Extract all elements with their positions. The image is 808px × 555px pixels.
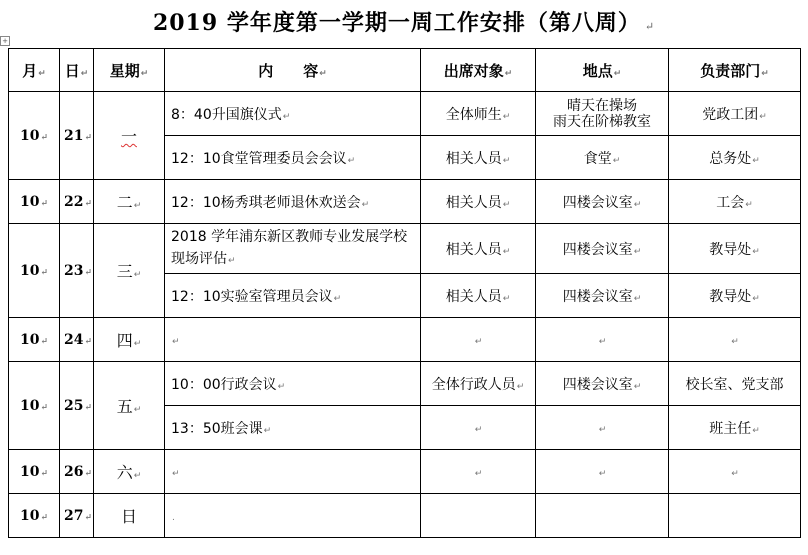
cell-location[interactable]: 晴天在操场 雨天在阶梯教室: [536, 92, 669, 136]
cell-day[interactable]: 26↵: [60, 450, 94, 494]
cell-location[interactable]: ↵: [536, 318, 669, 362]
cell-attendees[interactable]: 相关人员↵: [421, 224, 536, 274]
page-title-text: 2019 学年度第一学期一周工作安排（第八周）: [152, 10, 641, 36]
table-move-handle-icon[interactable]: +: [0, 36, 10, 46]
cell-attendees[interactable]: ↵: [421, 450, 536, 494]
cell-day[interactable]: 24↵: [60, 318, 94, 362]
cell-attendees[interactable]: 全体行政人员↵: [421, 362, 536, 406]
cell-content[interactable]: 12：10杨秀琪老师退休欢送会↵: [165, 180, 421, 224]
cell-content[interactable]: 10：00行政会议↵: [165, 362, 421, 406]
cell-day[interactable]: 22↵: [60, 180, 94, 224]
table-row: [9, 450, 801, 494]
schedule-table-container: [8, 48, 801, 538]
cell-weekday[interactable]: 三↵: [94, 224, 165, 318]
cell-location[interactable]: 四楼会议室↵: [536, 362, 669, 406]
header-day: 日↵: [60, 49, 94, 92]
cell-attendees[interactable]: 相关人员↵: [421, 136, 536, 180]
cell-month[interactable]: 10↵: [9, 92, 60, 180]
cell-content[interactable]: 12：10实验室管理员会议↵: [165, 274, 421, 318]
cell-day[interactable]: 25↵: [60, 362, 94, 450]
cell-location[interactable]: ↵: [536, 450, 669, 494]
cell-dept[interactable]: 总务处↵: [669, 136, 801, 180]
page-title: [0, 6, 808, 37]
cell-attendees[interactable]: 全体师生↵: [421, 92, 536, 136]
table-row: [9, 362, 801, 406]
header-attendees: 出席对象↵: [421, 49, 536, 92]
table-row: [9, 318, 801, 362]
cell-dept[interactable]: 工会↵: [669, 180, 801, 224]
cell-location[interactable]: [536, 494, 669, 538]
header-weekday: 星期↵: [94, 49, 165, 92]
table-row: [9, 180, 801, 224]
cell-day[interactable]: 27↵: [60, 494, 94, 538]
cell-dept[interactable]: 校长室、党支部: [669, 362, 801, 406]
cell-location[interactable]: 四楼会议室↵: [536, 224, 669, 274]
cell-dept[interactable]: 教导处↵: [669, 274, 801, 318]
cell-dept[interactable]: ↵: [669, 318, 801, 362]
cell-content[interactable]: 8：40升国旗仪式↵: [165, 92, 421, 136]
cell-month[interactable]: 10↵: [9, 224, 60, 318]
header-location: 地点↵: [536, 49, 669, 92]
cell-weekday[interactable]: 日: [94, 494, 165, 538]
cell-location[interactable]: 四楼会议室↵: [536, 180, 669, 224]
cell-month[interactable]: 10↵: [9, 362, 60, 450]
cell-attendees[interactable]: [421, 494, 536, 538]
cell-day[interactable]: 23↵: [60, 224, 94, 318]
header-content: 内 容↵: [165, 49, 421, 92]
cell-content[interactable]: .: [165, 494, 421, 538]
cell-day[interactable]: 21↵: [60, 92, 94, 180]
cell-weekday[interactable]: 五↵: [94, 362, 165, 450]
table-row: [9, 92, 801, 136]
cell-month[interactable]: 10↵: [9, 318, 60, 362]
cell-location[interactable]: 食堂↵: [536, 136, 669, 180]
schedule-table: [8, 48, 801, 538]
cell-weekday[interactable]: 一: [94, 92, 165, 180]
cell-month[interactable]: 10↵: [9, 450, 60, 494]
cell-attendees[interactable]: 相关人员↵: [421, 274, 536, 318]
cell-dept[interactable]: ↵: [669, 450, 801, 494]
cell-content[interactable]: ↵: [165, 318, 421, 362]
cell-content[interactable]: 12：10食堂管理委员会会议↵: [165, 136, 421, 180]
cell-content[interactable]: 13：50班会课↵: [165, 406, 421, 450]
cell-location[interactable]: 四楼会议室↵: [536, 274, 669, 318]
header-row: [9, 49, 801, 92]
cell-weekday[interactable]: 二↵: [94, 180, 165, 224]
cell-weekday[interactable]: 六↵: [94, 450, 165, 494]
paragraph-mark-icon: ↵: [644, 20, 656, 33]
cell-content[interactable]: 2018 学年浦东新区教师专业发展学校现场评估↵: [165, 224, 421, 274]
cell-attendees[interactable]: 相关人员↵: [421, 180, 536, 224]
cell-location[interactable]: ↵: [536, 406, 669, 450]
cell-dept[interactable]: 党政工团↵: [669, 92, 801, 136]
cell-content[interactable]: ↵: [165, 450, 421, 494]
cell-weekday[interactable]: 四↵: [94, 318, 165, 362]
header-month: 月↵: [9, 49, 60, 92]
cell-dept[interactable]: 班主任↵: [669, 406, 801, 450]
cell-dept[interactable]: [669, 494, 801, 538]
cell-month[interactable]: 10↵: [9, 494, 60, 538]
cell-attendees[interactable]: ↵: [421, 318, 536, 362]
cell-month[interactable]: 10↵: [9, 180, 60, 224]
cell-dept[interactable]: 教导处↵: [669, 224, 801, 274]
table-row: [9, 224, 801, 274]
header-dept: 负责部门↵: [669, 49, 801, 92]
cell-attendees[interactable]: ↵: [421, 406, 536, 450]
table-row: [9, 494, 801, 538]
